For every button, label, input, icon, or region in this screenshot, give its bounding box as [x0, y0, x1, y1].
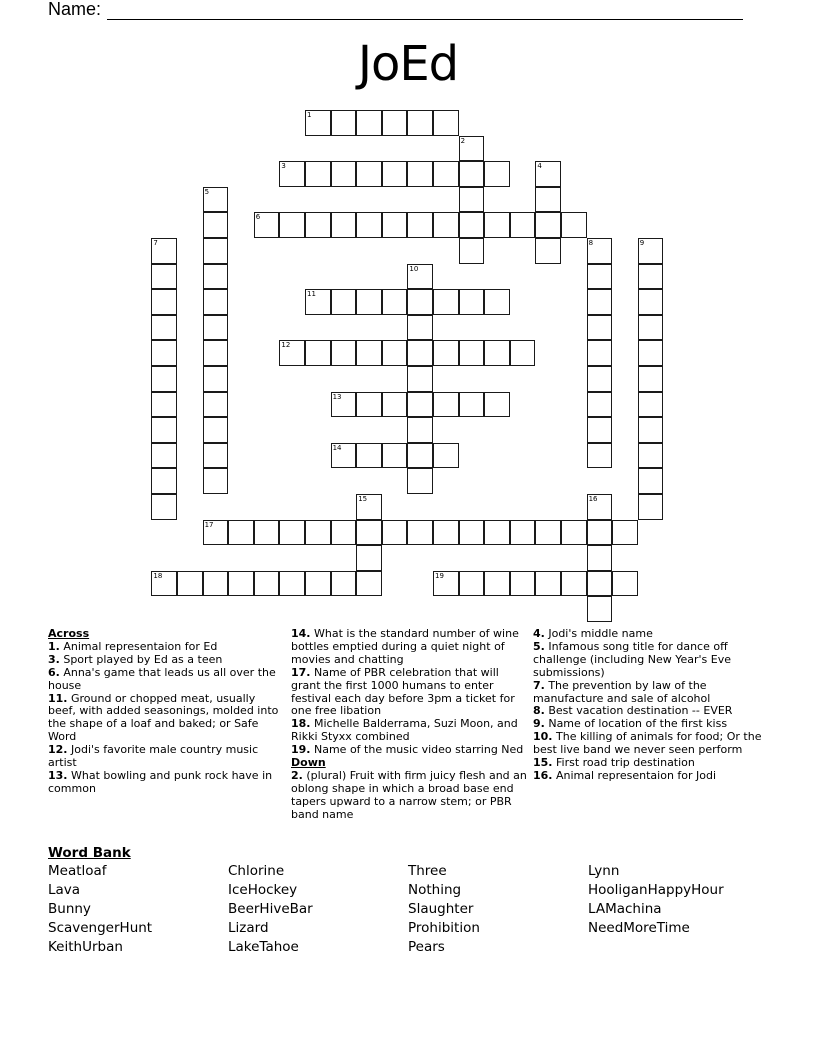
grid-cell[interactable]: [459, 289, 485, 315]
grid-cell[interactable]: [407, 264, 433, 290]
grid-cell[interactable]: [151, 289, 177, 315]
grid-cell[interactable]: [331, 212, 357, 238]
clue-number: 12: [281, 341, 291, 350]
clue-down-4: 4. Jodi's middle name: [533, 627, 653, 640]
grid-cell[interactable]: [279, 520, 305, 546]
clue-across-11: 11. Ground or chopped meat, usually beef, with added seasonings, molded into the shape of a loaf and baked; or Safe Word: [48, 691, 279, 744]
grid-cell[interactable]: [587, 571, 613, 597]
clue-number: 7: [153, 239, 158, 247]
grid-cell[interactable]: [305, 110, 331, 136]
grid-cell[interactable]: [587, 520, 613, 546]
word-bank-item: Slaughter: [408, 901, 474, 917]
clue-number: 15: [358, 495, 368, 503]
grid-cell[interactable]: [331, 571, 357, 597]
grid-cell[interactable]: [638, 443, 664, 469]
grid-cell[interactable]: [638, 494, 664, 520]
grid-cell[interactable]: [433, 443, 459, 469]
grid-cell[interactable]: [203, 520, 229, 546]
grid-cell[interactable]: [151, 468, 177, 494]
grid-cell[interactable]: [535, 212, 561, 238]
word-bank-item: LakeTahoe: [228, 939, 299, 955]
grid-cell[interactable]: [279, 340, 305, 366]
grid-cell[interactable]: [151, 571, 177, 597]
word-bank-item: Chlorine: [228, 863, 285, 879]
grid-cell[interactable]: [203, 443, 229, 469]
grid-cell[interactable]: [228, 571, 254, 597]
word-bank-item: NeedMoreTime: [588, 920, 690, 936]
word-bank-item: Nothing: [408, 882, 462, 898]
grid-cell[interactable]: [638, 315, 664, 341]
grid-cell[interactable]: [279, 161, 305, 187]
clue-across-1: 1. Animal representaion for Ed: [48, 639, 218, 653]
grid-cell[interactable]: [535, 161, 561, 187]
clue-number: 16: [588, 495, 598, 503]
clue-number: 3: [281, 162, 286, 171]
word-bank-item: ScavengerHunt: [48, 920, 153, 936]
clue-number: 17: [204, 520, 214, 529]
grid-cell[interactable]: [459, 212, 485, 238]
clue-number: 18: [153, 571, 163, 580]
grid-cell[interactable]: [484, 520, 510, 546]
grid-cell[interactable]: [254, 520, 280, 546]
clue-down-16: 16. Animal representaion for Jodi: [533, 768, 717, 782]
clue-across-12: 12. Jodi's favorite male country music artist: [48, 743, 259, 770]
grid-cell[interactable]: [279, 212, 305, 238]
clues-column-3: [533, 628, 771, 783]
grid-cell[interactable]: [587, 366, 613, 392]
grid-cell[interactable]: [433, 289, 459, 315]
grid-cell[interactable]: [638, 264, 664, 290]
down-heading: Down: [291, 756, 326, 770]
clue-number: 14: [332, 443, 342, 452]
grid-cell[interactable]: [459, 238, 485, 264]
grid-cell[interactable]: [433, 392, 459, 418]
word-bank-title: Word Bank: [48, 845, 131, 861]
clue-across-13: 13. What bowling and punk rock have in common: [48, 768, 273, 795]
word-bank-item: Three: [408, 863, 447, 879]
grid-cell[interactable]: [638, 289, 664, 315]
word-bank-item: Lava: [48, 882, 81, 898]
grid-cell[interactable]: [587, 417, 613, 443]
clue-across-14: 14. What is the standard number of wine bottles emptied during a quiet night of movies and chatting: [291, 627, 519, 666]
grid-cell[interactable]: [638, 468, 664, 494]
word-bank-column-3: [408, 862, 480, 957]
grid-cell[interactable]: [561, 520, 587, 546]
grid-cell[interactable]: [459, 520, 485, 546]
grid-cell[interactable]: [151, 264, 177, 290]
grid-cell[interactable]: [356, 289, 382, 315]
grid-cell[interactable]: [228, 520, 254, 546]
grid-cell[interactable]: [459, 571, 485, 597]
name-label: Name:: [48, 0, 102, 19]
grid-cell[interactable]: [356, 340, 382, 366]
grid-cell[interactable]: [177, 571, 203, 597]
grid-cell[interactable]: [510, 340, 536, 366]
across-heading: Across: [48, 627, 90, 640]
grid-cell[interactable]: [382, 289, 408, 315]
grid-cell[interactable]: [612, 571, 638, 597]
word-bank-item: HooliganHappyHour: [588, 882, 724, 898]
grid-cell[interactable]: [510, 520, 536, 546]
grid-cell[interactable]: [331, 110, 357, 136]
grid-cell[interactable]: [203, 212, 229, 238]
grid-cell[interactable]: [587, 238, 613, 264]
grid-cell[interactable]: [484, 289, 510, 315]
grid-cell[interactable]: [203, 468, 229, 494]
grid-cell[interactable]: [151, 340, 177, 366]
clue-number: 8: [588, 239, 594, 247]
word-bank-item: BeerHiveBar: [228, 901, 313, 917]
clue-number: 4: [537, 162, 542, 171]
clues-column-1: [48, 628, 286, 796]
grid-cell[interactable]: [382, 392, 408, 418]
grid-cell[interactable]: [407, 366, 433, 392]
grid-cell[interactable]: [151, 366, 177, 392]
grid-cell[interactable]: [407, 212, 433, 238]
grid-cell[interactable]: [382, 520, 408, 546]
grid-cell[interactable]: [305, 520, 331, 546]
grid-cell[interactable]: [535, 520, 561, 546]
grid-cell[interactable]: [305, 340, 331, 366]
grid-cell[interactable]: [331, 392, 357, 418]
clue-number: 19: [435, 571, 444, 580]
clue-down-10: 10. The killing of animals for food; Or the best live band we never seen perform: [533, 730, 762, 757]
grid-cell[interactable]: [484, 212, 510, 238]
grid-cell[interactable]: [638, 366, 664, 392]
clues-column-2: [291, 628, 529, 822]
word-bank-item: Meatloaf: [48, 863, 107, 879]
grid-cell[interactable]: [356, 545, 382, 571]
clue-down-5: 5. Infamous song title for dance off challenge (including New Year's Eve submissions): [533, 639, 731, 679]
grid-cell[interactable]: [407, 315, 433, 341]
grid-cell[interactable]: [587, 596, 613, 622]
grid-cell[interactable]: [459, 340, 485, 366]
grid-cell[interactable]: [151, 392, 177, 418]
word-bank-column-1: [48, 862, 152, 957]
grid-cell[interactable]: [459, 161, 485, 187]
grid-cell[interactable]: [356, 571, 382, 597]
page-title: JoEd: [357, 36, 459, 92]
word-bank-item: Lizard: [228, 920, 269, 936]
grid-cell[interactable]: [407, 392, 433, 418]
grid-cell[interactable]: [407, 417, 433, 443]
grid-cell[interactable]: [356, 212, 382, 238]
grid-cell[interactable]: [331, 289, 357, 315]
grid-cell[interactable]: [459, 187, 485, 213]
word-bank-column-2: [228, 862, 313, 957]
grid-cell[interactable]: [151, 443, 177, 469]
grid-cell[interactable]: [203, 264, 229, 290]
clue-down-15: 15. First road trip destination: [533, 756, 695, 770]
grid-cell[interactable]: [433, 340, 459, 366]
grid-cell[interactable]: [331, 520, 357, 546]
grid-cell[interactable]: [484, 340, 510, 366]
grid-cell[interactable]: [561, 571, 587, 597]
grid-cell[interactable]: [407, 110, 433, 136]
grid-cell[interactable]: [356, 494, 382, 520]
word-bank-item: KeithUrban: [48, 939, 123, 955]
clue-across-3: 3. Sport played by Ed as a teen: [48, 652, 223, 666]
clue-number: 5: [204, 187, 210, 196]
grid-cell[interactable]: [382, 443, 408, 469]
grid-cell[interactable]: [382, 212, 408, 238]
grid-cell[interactable]: [356, 443, 382, 469]
clue-across-18: 18. Michelle Balderrama, Suzi Moon, and Rikki Styxx combined: [291, 717, 518, 744]
grid-cell[interactable]: [331, 161, 357, 187]
grid-cell[interactable]: [638, 392, 664, 418]
grid-cell[interactable]: [535, 238, 561, 264]
grid-cell[interactable]: [638, 238, 664, 264]
grid-cell[interactable]: [587, 264, 613, 290]
grid-cell[interactable]: [638, 340, 664, 366]
grid-cell[interactable]: [203, 340, 229, 366]
grid-cell[interactable]: [356, 392, 382, 418]
grid-cell[interactable]: [203, 187, 229, 213]
clue-down-2: 2. (plural) Fruit with firm juicy flesh and an oblong shape in which a broad base end tapers upward to a narrow stem; or PBR band name: [291, 768, 527, 821]
grid-cell[interactable]: [459, 136, 485, 162]
clue-number: 11: [307, 290, 316, 299]
clue-down-7: 7. The prevention by law of the manufacture and sale of alcohol: [533, 678, 711, 705]
grid-cell[interactable]: [407, 520, 433, 546]
grid-cell[interactable]: [407, 468, 433, 494]
grid-cell[interactable]: [484, 161, 510, 187]
grid-cell[interactable]: [356, 161, 382, 187]
grid-cell[interactable]: [561, 212, 587, 238]
grid-cell[interactable]: [203, 366, 229, 392]
grid-cell[interactable]: [510, 571, 536, 597]
grid-cell[interactable]: [305, 571, 331, 597]
grid-cell[interactable]: [331, 340, 357, 366]
grid-cell[interactable]: [305, 161, 331, 187]
grid-cell[interactable]: [484, 571, 510, 597]
grid-cell[interactable]: [535, 571, 561, 597]
grid-cell[interactable]: [612, 520, 638, 546]
grid-cell[interactable]: [382, 161, 408, 187]
clue-across-19: 19. Name of the music video starring Ned: [291, 743, 524, 757]
grid-cell[interactable]: [407, 289, 433, 315]
grid-cell[interactable]: [587, 289, 613, 315]
clue-number: 6: [255, 213, 261, 222]
grid-cell[interactable]: [433, 212, 459, 238]
clue-across-6: 6. Anna's game that leads us all over the house: [48, 665, 276, 692]
grid-cell[interactable]: [254, 212, 280, 238]
grid-cell[interactable]: [382, 340, 408, 366]
grid-cell[interactable]: [638, 417, 664, 443]
grid-cell[interactable]: [203, 315, 229, 341]
word-bank-item: Pears: [408, 939, 445, 955]
grid-cell[interactable]: [407, 443, 433, 469]
grid-cell[interactable]: [510, 212, 536, 238]
grid-cell[interactable]: [356, 110, 382, 136]
word-bank-item: Prohibition: [408, 920, 480, 936]
word-bank-item: Lynn: [588, 863, 620, 879]
grid-cell[interactable]: [151, 238, 177, 264]
grid-cell[interactable]: [535, 187, 561, 213]
grid-cell[interactable]: [587, 443, 613, 469]
grid-cell[interactable]: [305, 289, 331, 315]
grid-cell[interactable]: [331, 443, 357, 469]
grid-cell[interactable]: [433, 520, 459, 546]
grid-cell[interactable]: [151, 417, 177, 443]
grid-cell[interactable]: [279, 571, 305, 597]
grid-cell[interactable]: [407, 340, 433, 366]
clue-across-17: 17. Name of PBR celebration that will grant the first 1000 humans to enter festival each day before 3pm a ticket for one free libation: [291, 665, 515, 718]
clue-down-8: 8. Best vacation destination -- EVER: [533, 704, 733, 718]
clue-number: 1: [307, 111, 312, 119]
clue-number: 2: [460, 136, 466, 145]
word-bank-column-4: [588, 862, 724, 938]
grid-cell[interactable]: [459, 392, 485, 418]
grid-cell[interactable]: [305, 212, 331, 238]
clue-down-9: 9. Name of location of the first kiss: [533, 717, 728, 731]
grid-cell[interactable]: [203, 238, 229, 264]
clue-number: 10: [409, 264, 419, 273]
word-bank-item: LAMachina: [588, 901, 662, 917]
grid-cell[interactable]: [433, 161, 459, 187]
grid-cell[interactable]: [587, 340, 613, 366]
grid-cell[interactable]: [587, 545, 613, 571]
grid-cell[interactable]: [356, 520, 382, 546]
grid-cell[interactable]: [151, 315, 177, 341]
word-bank-item: Bunny: [48, 901, 91, 917]
grid-cell[interactable]: [587, 392, 613, 418]
clue-number: 13: [332, 392, 342, 401]
grid-cell[interactable]: [484, 392, 510, 418]
grid-cell[interactable]: [433, 571, 459, 597]
clue-number: 9: [639, 239, 645, 247]
grid-cell[interactable]: [203, 289, 229, 315]
grid-cell[interactable]: [382, 110, 408, 136]
grid-cell[interactable]: [587, 494, 613, 520]
grid-cell[interactable]: [203, 392, 229, 418]
grid-cell[interactable]: [151, 494, 177, 520]
grid-cell[interactable]: [433, 110, 459, 136]
grid-cell[interactable]: [203, 571, 229, 597]
grid-cell[interactable]: [203, 417, 229, 443]
grid-cell[interactable]: [587, 315, 613, 341]
grid-cell[interactable]: [254, 571, 280, 597]
word-bank-item: IceHockey: [228, 882, 298, 898]
grid-cell[interactable]: [407, 161, 433, 187]
